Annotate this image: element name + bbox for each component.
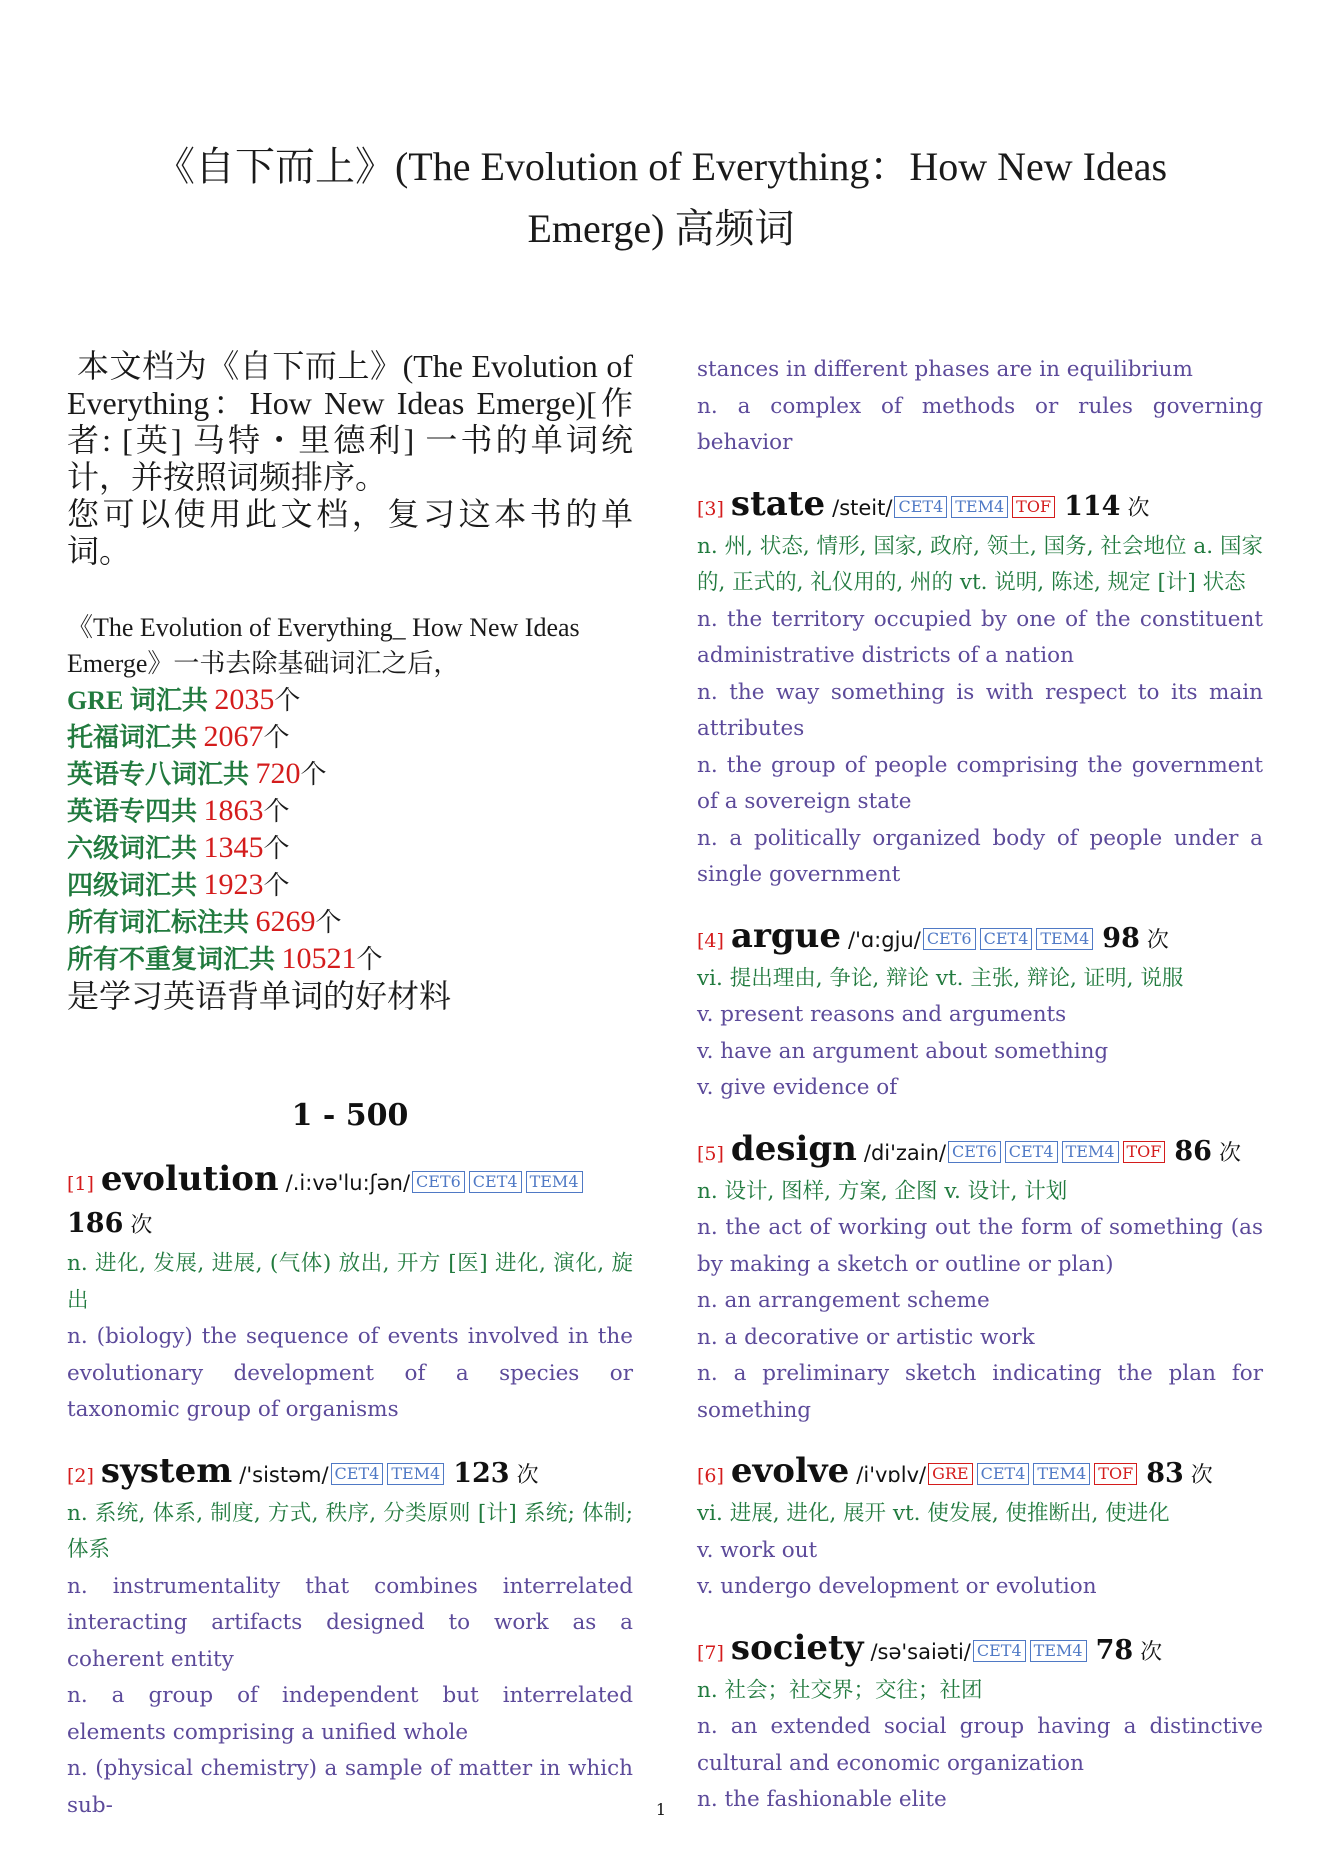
level-tag: CET6 — [412, 1171, 465, 1193]
stat-count: 2067 — [203, 720, 264, 753]
english-definition: n. an extended social group having a distinctive cultural and economic organization — [697, 1714, 1263, 1776]
continued-definitions — [697, 352, 1263, 462]
stat-row — [67, 904, 633, 941]
headword: evolve — [730, 1451, 850, 1491]
range-heading: 1 - 500 — [291, 1098, 409, 1133]
entry-header — [697, 1628, 1263, 1673]
level-tag: TOF — [1094, 1463, 1137, 1485]
chinese-definition: n. 系统, 体系, 制度, 方式, 秩序, 分类原则 [计] 系统; 体制; 体系 — [67, 1500, 633, 1562]
stat-row — [67, 756, 633, 793]
level-tag: CET4 — [331, 1463, 384, 1485]
chinese-definition: n. 进化, 发展, 进展, (气体) 放出, 开方 [医] 进化, 演化, 旋出 — [67, 1251, 633, 1313]
frequency-unit: 次 — [1146, 927, 1169, 953]
right-column — [697, 352, 1263, 1841]
intro-text — [67, 348, 633, 570]
level-tag: CET4 — [977, 1463, 1030, 1485]
stat-row — [67, 682, 633, 719]
frequency-unit: 次 — [516, 1462, 539, 1488]
english-definition: n. a politically organized body of people under a single government — [697, 825, 1263, 887]
stat-unit: 个 — [315, 908, 342, 937]
stat-unit: 个 — [300, 760, 327, 789]
word-entry — [697, 1129, 1263, 1430]
english-definition: stances in different phases are in equilibrium — [697, 357, 1193, 382]
frequency-count: 83 — [1146, 1458, 1184, 1489]
level-tag: TEM4 — [1030, 1640, 1087, 1662]
stat-count: 720 — [255, 757, 301, 790]
stat-label: 所有词汇标注共 — [67, 908, 256, 937]
english-definition: n. (physical chemistry) a sample of matter in which sub- — [67, 1756, 633, 1818]
stat-row — [67, 941, 633, 978]
stat-count: 10521 — [281, 942, 357, 975]
chinese-definition: vi. 提出理由, 争论, 辩论 vt. 主张, 辩论, 证明, 说服 — [697, 965, 1184, 991]
word-list-right — [697, 484, 1263, 1819]
entry-header — [67, 1159, 633, 1246]
headword: society — [730, 1627, 864, 1668]
headword: design — [730, 1128, 857, 1169]
word-entry — [67, 1159, 633, 1429]
phonetic: /'ɑ:gju/ — [848, 927, 921, 952]
frequency-count: 186 — [67, 1208, 124, 1239]
frequency-unit: 次 — [1140, 1639, 1163, 1665]
stat-count: 1345 — [203, 831, 264, 864]
frequency-count: 86 — [1174, 1135, 1212, 1167]
stat-label: 所有不重复词汇共 — [67, 945, 282, 974]
level-tag: TEM4 — [951, 496, 1008, 518]
level-tag: TEM4 — [387, 1463, 444, 1485]
phonetic: /'sistəm/ — [239, 1462, 329, 1487]
entry-index: [2] — [67, 1464, 94, 1487]
definition-continuation — [697, 352, 1263, 462]
stat-label: GRE 词汇共 — [67, 686, 215, 715]
left-column — [67, 348, 633, 1846]
entry-header — [697, 1451, 1263, 1496]
english-definition: n. an arrangement scheme — [697, 1288, 990, 1313]
word-entry — [697, 484, 1263, 894]
entry-index: [1] — [67, 1173, 94, 1195]
phonetic: /i'vɒlv/ — [856, 1463, 927, 1487]
english-definition: v. give evidence of — [697, 1075, 898, 1100]
stat-label: 六级词汇共 — [67, 834, 204, 863]
entry-header — [697, 916, 1263, 961]
stats-lead: 《The Evolution of Everything_ How New Ideas Emerge》一书去除基础词汇之后， — [67, 613, 580, 678]
level-tag: TOF — [1012, 496, 1055, 518]
phonetic: /di'zain/ — [863, 1140, 947, 1165]
chinese-definition: n. 社会；社交界；交往；社团 — [697, 1677, 983, 1703]
entry-header — [67, 1451, 633, 1496]
stat-count: 6269 — [255, 905, 316, 938]
level-tag: CET4 — [973, 1640, 1026, 1662]
stat-row — [67, 830, 633, 867]
english-definition: v. work out — [697, 1537, 818, 1563]
frequency-count: 78 — [1095, 1634, 1134, 1666]
frequency-count: 98 — [1102, 922, 1140, 954]
headword: state — [730, 483, 826, 524]
english-definition: n. the act of working out the form of something (as by making a sketch or outline or plan) — [697, 1215, 1263, 1277]
frequency-unit: 次 — [1190, 1463, 1213, 1488]
phonetic: /steit/ — [832, 495, 893, 520]
stat-label: 托福词汇共 — [67, 723, 204, 752]
headword: argue — [730, 915, 841, 956]
entry-index: [5] — [697, 1142, 724, 1165]
stat-unit: 个 — [263, 797, 290, 826]
english-definition: n. the fashionable elite — [697, 1787, 947, 1812]
chinese-definition: vi. 进展, 进化, 展开 vt. 使发展, 使推断出, 使进化 — [697, 1501, 1170, 1526]
page-title: 《自下而上》(The Evolution of Everything：How New Ideas Emerge) 高频词 — [154, 144, 1168, 251]
entry-header — [697, 1129, 1263, 1174]
stats-closing: 是学习英语背单词的好材料 — [67, 978, 452, 1014]
level-tag: TEM4 — [1062, 1141, 1119, 1163]
entry-index: [4] — [697, 929, 724, 952]
english-definition: n. (biology) the sequence of events involved in the evolutionary development of a species or taxonomic group of organisms — [67, 1324, 633, 1422]
stat-row — [67, 719, 633, 756]
english-definition: v. undergo development or evolution — [697, 1574, 1097, 1599]
stat-unit: 个 — [274, 686, 301, 715]
level-tag: CET4 — [1005, 1141, 1058, 1163]
intro-paragraph: 本文档为《自下而上》(The Evolution of Everything：How New Ideas Emerge)[作者: [英] 马特・里德利] 一书的单词统计，并按照词频排序。 — [67, 348, 633, 495]
english-definition: n. a complex of methods or rules governing behavior — [697, 393, 1263, 455]
stat-count: 1923 — [203, 868, 264, 901]
frequency-count: 114 — [1064, 490, 1121, 522]
level-tag: GRE — [928, 1463, 973, 1485]
english-definition: n. the way something is with respect to its main attributes — [697, 679, 1263, 741]
frequency-unit: 次 — [1127, 495, 1150, 521]
frequency-unit: 次 — [130, 1213, 153, 1238]
level-tag: CET4 — [469, 1171, 522, 1193]
stat-label: 英语专八词汇共 — [67, 760, 256, 789]
level-tag: CET6 — [948, 1141, 1001, 1163]
frequency-count: 123 — [453, 1457, 510, 1489]
english-definition: n. the territory occupied by one of the constituent administrative districts of a nation — [697, 606, 1263, 668]
word-list-left — [67, 1159, 633, 1824]
level-tag: CET6 — [923, 928, 976, 950]
english-definition: n. a preliminary sketch indicating the plan for something — [697, 1361, 1263, 1423]
stat-unit: 个 — [263, 871, 290, 900]
intro-paragraph-2: 您可以使用此文档，复习这本书的单词。 — [67, 496, 633, 569]
stat-label: 四级词汇共 — [67, 871, 204, 900]
entry-index: [7] — [697, 1641, 724, 1664]
english-definition: v. present reasons and arguments — [697, 1002, 1067, 1027]
phonetic: /sə'saiəti/ — [870, 1639, 971, 1664]
chinese-definition: n. 州, 状态, 情形, 国家, 政府, 领土, 国务, 社会地位 a. 国家的, 正式的, 礼仪用的, 州的 vt. 说明, 陈述, 规定 [计] 状态 — [697, 533, 1263, 595]
level-tag: TOF — [1123, 1141, 1166, 1163]
word-entry — [67, 1451, 633, 1825]
entry-index: [3] — [697, 497, 724, 520]
stat-count: 2035 — [214, 683, 275, 716]
entry-header — [697, 484, 1263, 529]
english-definition: v. have an argument about something — [697, 1038, 1109, 1064]
level-tag: CET4 — [894, 496, 947, 518]
stat-row — [67, 867, 633, 904]
stat-unit: 个 — [356, 945, 383, 974]
level-tag: CET4 — [980, 928, 1033, 950]
stats-list — [67, 682, 633, 978]
stat-unit: 个 — [263, 834, 290, 863]
stat-count: 1863 — [203, 794, 264, 827]
english-definition: n. a group of independent but interrelated elements comprising a unified whole — [67, 1683, 633, 1745]
page-number: 1 — [655, 1800, 667, 1819]
level-tag: TEM4 — [1036, 928, 1093, 950]
level-tag: TEM4 — [1033, 1463, 1090, 1485]
chinese-definition: n. 设计, 图样, 方案, 企图 v. 设计, 计划 — [697, 1178, 1068, 1204]
headword: system — [100, 1450, 233, 1491]
word-entry — [697, 1628, 1263, 1819]
vocabulary-stats — [67, 610, 633, 1014]
english-definition: n. the group of people comprising the government of a sovereign state — [697, 752, 1263, 814]
phonetic: /.i:və'lu:ʃən/ — [285, 1171, 411, 1195]
frequency-unit: 次 — [1218, 1140, 1241, 1166]
level-tag: TEM4 — [526, 1171, 583, 1193]
english-definition: n. instrumentality that combines interrelated interacting artifacts designed to work as a coherent entity — [67, 1573, 633, 1672]
entry-index: [6] — [697, 1465, 724, 1487]
word-entry — [697, 916, 1263, 1107]
word-entry — [697, 1451, 1263, 1606]
stat-row — [67, 793, 633, 830]
english-definition: n. a decorative or artistic work — [697, 1324, 1035, 1350]
stat-unit: 个 — [263, 723, 290, 752]
stat-label: 英语专四共 — [67, 797, 204, 826]
headword: evolution — [100, 1159, 279, 1199]
